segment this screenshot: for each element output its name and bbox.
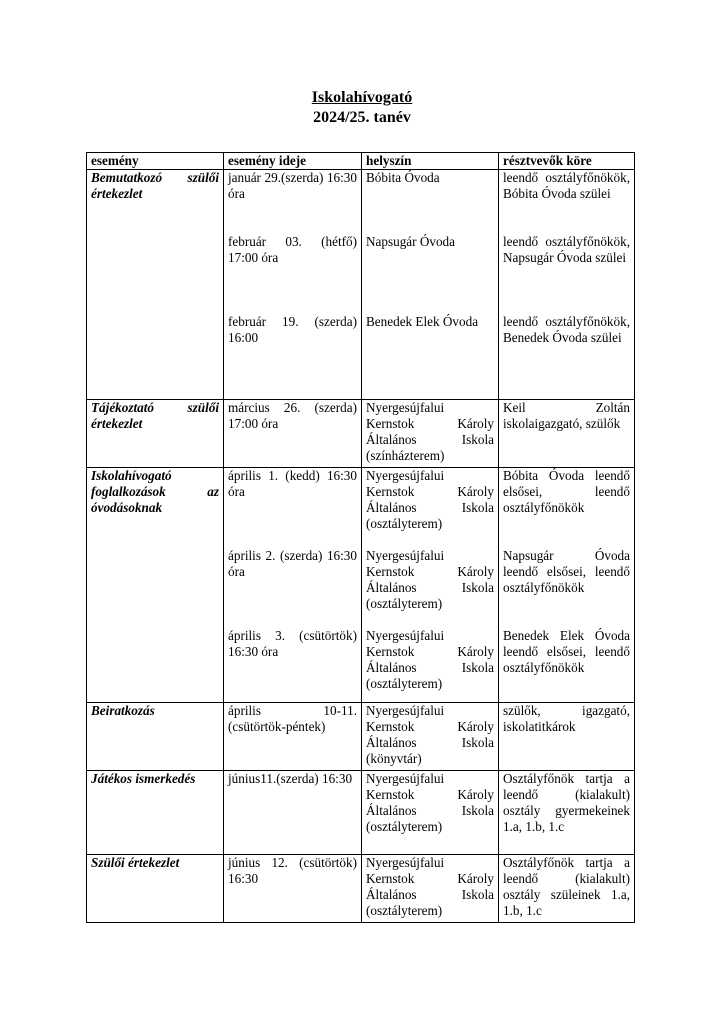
header-time: esemény ideje bbox=[224, 153, 362, 170]
event-participants: Benedek Elek Óvoda leendő elsősei, leendő osztályfőnökök bbox=[503, 628, 630, 675]
event-time: június11.(szerda) 16:30 bbox=[224, 771, 362, 855]
event-time: április 2. (szerda) 16:30 óra bbox=[228, 548, 357, 579]
event-participants: leendő osztályfőnökök, Benedek Óvoda szülei bbox=[503, 314, 630, 345]
document-subtitle: 2024/25. tanév bbox=[313, 109, 411, 126]
event-place: Nyergesújfalui Kernstok Károly Általános Iskola (színházterem) bbox=[362, 400, 499, 468]
event-time: április 10-11. (csütörtök-péntek) bbox=[224, 703, 362, 771]
event-place: Bóbita Óvoda bbox=[366, 170, 440, 185]
event-name: Játékos ismerkedés bbox=[87, 771, 224, 855]
event-time: február 03. (hétfő) 17:00 óra bbox=[228, 234, 357, 265]
event-time-cell bbox=[224, 468, 362, 703]
event-time: április 3. (csütörtök) 16:30 óra bbox=[228, 628, 357, 659]
event-time: március 26. (szerda) 17:00 óra bbox=[224, 400, 362, 468]
event-participants: Osztályfőnök tartja a leendő (kialakult) osztály gyermekeinek 1.a, 1.b, 1.c bbox=[499, 771, 635, 855]
event-name: Iskolahívogató foglalkozások az óvodásoknak bbox=[87, 468, 224, 703]
event-participants: Bóbita Óvoda leendő elsősei, leendő osztályfőnökök bbox=[503, 468, 630, 515]
event-time: február 19. (szerda) 16:00 bbox=[228, 314, 357, 345]
event-place: Nyergesújfalui Kernstok Károly Általános Iskola (osztályterem) bbox=[362, 771, 499, 855]
header-event: esemény bbox=[87, 153, 224, 170]
header-place: helyszín bbox=[362, 153, 499, 170]
event-place: Nyergesújfalui Kernstok Károly Általános Iskola (osztályterem) bbox=[366, 548, 494, 611]
table-row bbox=[87, 855, 635, 923]
event-participants-cell bbox=[499, 170, 635, 400]
table-row bbox=[87, 703, 635, 771]
event-name: Bemutatkozó szülői értekezlet bbox=[87, 170, 224, 400]
event-participants: leendő osztályfőnökök, Napsugár Óvoda szülei bbox=[503, 234, 630, 265]
event-time: január 29.(szerda) 16:30 óra bbox=[228, 170, 357, 201]
event-place: Nyergesújfalui Kernstok Károly Általános Iskola (osztályterem) bbox=[366, 628, 494, 691]
event-participants-cell bbox=[499, 468, 635, 703]
event-place: Benedek Elek Óvoda bbox=[366, 314, 479, 329]
header-participants: résztvevők köre bbox=[499, 153, 635, 170]
event-time: június 12. (csütörtök) 16:30 bbox=[224, 855, 362, 923]
table-row bbox=[87, 170, 635, 400]
event-time: április 1. (kedd) 16:30 óra bbox=[228, 468, 357, 499]
table-header-row bbox=[87, 153, 635, 170]
event-place-cell bbox=[362, 468, 499, 703]
event-place: Napsugár Óvoda bbox=[366, 234, 455, 249]
event-name: Tájékoztató szülői értekezlet bbox=[87, 400, 224, 468]
table-row bbox=[87, 771, 635, 855]
table-row bbox=[87, 400, 635, 468]
event-participants: Napsugár Óvoda leendő elsősei, leendő osztályfőnökök bbox=[503, 548, 630, 595]
event-name: Beiratkozás bbox=[87, 703, 224, 771]
event-participants: Keil Zoltán iskolaigazgató, szülők bbox=[499, 400, 635, 468]
event-participants: Osztályfőnök tartja a leendő (kialakult) osztály szüleinek 1.a, 1.b, 1.c bbox=[499, 855, 635, 923]
event-participants: leendő osztályfőnökök, Bóbita Óvoda szülei bbox=[503, 170, 630, 201]
document-title: Iskolahívogató bbox=[311, 89, 413, 106]
title-block bbox=[0, 88, 724, 128]
table-row bbox=[87, 468, 635, 703]
event-place: Nyergesújfalui Kernstok Károly Általános Iskola (könyvtár) bbox=[362, 703, 499, 771]
schedule-table bbox=[86, 152, 635, 923]
event-place-cell bbox=[362, 170, 499, 400]
event-place: Nyergesújfalui Kernstok Károly Általános Iskola (osztályterem) bbox=[366, 468, 494, 531]
event-place: Nyergesújfalui Kernstok Károly Általános Iskola (osztályterem) bbox=[362, 855, 499, 923]
event-participants: szülők, igazgató, iskolatitkárok bbox=[499, 703, 635, 771]
event-name: Szülői értekezlet bbox=[87, 855, 224, 923]
event-time-cell bbox=[224, 170, 362, 400]
